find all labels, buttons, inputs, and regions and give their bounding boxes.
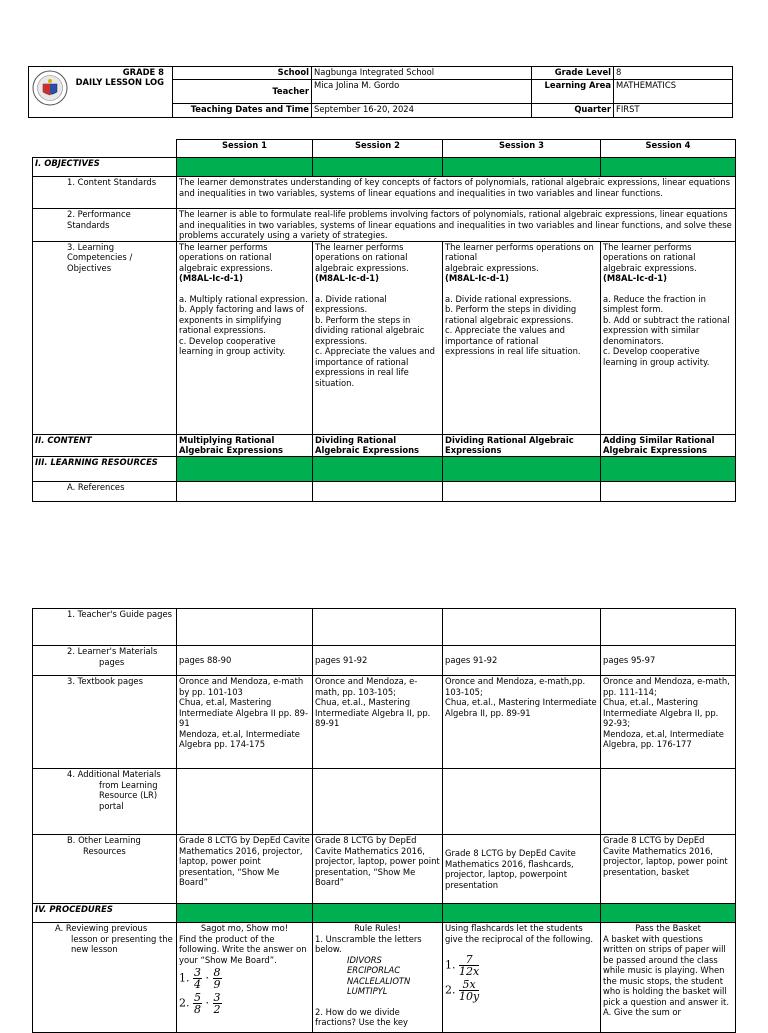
s1-lm: pages 88-90 [177,646,313,676]
references-label: A. References [33,481,177,501]
session-4-header: Session 4 [601,140,736,158]
s2-proc-q2: 2. How do we divide fractions? Use the key [315,1006,409,1027]
s2-scrambled-words: IDIVORS ERCIPORLAC NACLELALIOTN LUMTIPYL [347,954,411,996]
s2-proc-text: 1. Unscramble the letters below. [315,933,422,954]
teacher-label: Teacher [173,80,312,104]
s3-eq-1 [445,954,598,977]
s3-obj-intro: The learner performs operations on rational algebraic expressions. [445,241,594,273]
s3-obj-items: a. Divide rational expressions. b. Perform the steps in dividing rational algebraic expressions. c. Appreciate the values and importance of rational expressions in real life situation. [445,293,581,356]
s2-obj-items: a. Divide rational expressions. b. Perform the steps in dividing rational algebraic expressions. c. Appreciate the values and importance of rational expressions in real life situation. [315,293,435,388]
other-label: B. Other Learning Resources [33,835,177,904]
s4-proc-more: A. Give the sum or [603,1007,681,1017]
lr-label: 4. Additional Materials from Learning Resource (LR) portal [33,769,177,835]
s4-content: Adding Similar Rational Algebraic Expressions [601,434,736,456]
grade-label: GRADE 8 [122,67,164,77]
fraction: $\frac{5x}{10y}$ [459,978,480,1003]
dates-value: September 16-20, 2024 [312,104,532,118]
session-3-header: Session 3 [443,140,601,158]
s4-obj-code: (M8AL-Ic-d-1) [603,273,667,283]
content-standards-text: The learner demonstrates understanding of key concepts of factors of polynomials, rational algebraic expressions, linear equations and inequalities in two variables, systems of linear equations and inequalities in two variables and linear functions. [177,177,736,209]
session-1-header: Session 1 [177,140,313,158]
content-heading: II. CONTENT [33,434,177,456]
s1-tb: Oronce and Mendoza, e-math by pp. 101-103 Chua, et.al, Mastering Intermediate Algebra II pp. 89-91 Mendoza, et.al, Intermediate Algebra pp. 174-175 [177,676,313,769]
s1-obj-code: (M8AL-Ic-d-1) [179,273,243,283]
s1-proc-text: Find the product of the following. Write the answer on your “Show Me Board”. [179,933,307,965]
s2-proc-title: Rule Rules! [354,923,401,933]
s2-obj-intro: The learner performs operations on rational algebraic expressions. [315,241,409,273]
s4-obj-intro: The learner performs operations on rational algebraic expressions. [603,241,697,273]
quarter-value: FIRST [614,104,733,118]
s1-content: Multiplying Rational Algebraic Expressions [177,434,313,456]
s2-lm: pages 91-92 [313,646,443,676]
performance-standards-label: 2. Performance Standards [33,209,177,242]
s1-obj-items: a. Multiply rational expression. b. Apply factoring and laws of exponents in simplifying rational expressions. c. Develop cooperative learning in group activity. [179,293,308,356]
s1-other: Grade 8 LCTG by DepEd Cavite Mathematics 2016, projector, laptop, power point presentation, “Show Me Board” [177,835,313,904]
fraction: $\frac{3}{4}$ [194,966,201,991]
fraction: $\frac{8}{9}$ [213,966,221,991]
performance-standards-text: The learner is able to formulate real-life problems involving factors of polynomials, rational algebraic expressions, linear equations and inequalities in two variables, systems of linear equations and inequalities in two variables and linear functions, and solve these problems accurately using a variety of strategies. [177,209,736,242]
s3-content: Dividing Rational Algebraic Expressions [443,434,601,456]
s1-obj-intro: The learner performs operations on rational algebraic expressions. [179,241,273,273]
s3-lm: pages 91-92 [443,646,601,676]
school-label: School [173,67,312,80]
s4-proc-text: A basket with questions written on strips of paper will be passed around the class while music is playing. When the music stops, the student who is holding the basket will pick a question and answer it. [603,933,730,1007]
quarter-label: Quarter [532,104,614,118]
s2-content: Dividing Rational Algebraic Expressions [313,434,443,456]
s4-other: Grade 8 LCTG by DepEd Cavite Mathematics 2016, projector, laptop, power point presentation, basket [601,835,736,904]
tg-label: 1. Teacher's Guide pages [33,609,177,646]
eq-number: 2. [179,996,190,1010]
s2-obj-code: (M8AL-Ic-d-1) [315,273,379,283]
log-title: DAILY LESSON LOG [75,77,164,87]
resources-heading: III. LEARNING RESOURCES [33,456,177,481]
competencies-label: 3. Learning Competencies / Objectives [33,241,177,434]
session-2-header: Session 2 [313,140,443,158]
fraction: $\frac{3}{2}$ [213,991,221,1016]
teacher-value: Mica Jolina M. Gordo [312,80,532,104]
eq-number: 1. [445,958,456,972]
eq-number: 1. [179,971,190,985]
s1-proc-title: Sagot mo, Show mo! [200,923,289,933]
s3-obj-code: (M8AL-Ic-d-1) [445,273,509,283]
s4-proc-title: Pass the Basket [635,923,701,933]
fraction: $\frac{5}{8}$ [194,991,201,1016]
s2-other: Grade 8 LCTG by DepEd Cavite Mathematics 2016, projector, laptop, power point presentation, “Show Me Board” [313,835,443,904]
grade-level-label: Grade Level [532,67,614,80]
s1-eq-2: 2. $\frac{5}{8}$ · $\frac{3}{2}$ [179,991,221,1016]
procedures-heading: IV. PROCEDURES [33,904,177,923]
s1-eq-1: 1. $\frac{3}{4}$ · $\frac{8}{9}$ [179,966,221,991]
proc-a-label: A. Reviewing previous lesson or presenting the new lesson [33,923,177,1033]
s4-tb: Oronce and Mendoza, e-math, pp. 111-114; Chua, et.al., Mastering Intermediate Algebra II, pp. 92-93; Mendoza, et.al, Intermediate Algebra, pp. 176-177 [601,676,736,769]
s2-tb: Oronce and Mendoza, e-math, pp. 103-105; Chua, et.al., Mastering Intermediate Algebra II, pp. 89-91 [313,676,443,769]
s3-proc-text: Using flashcards let the students give the reciprocal of the following. [445,923,594,944]
s3-other: Grade 8 LCTG by DepEd Cavite Mathematics 2016, flashcards, projector, laptop, powerpoint presentation [443,835,601,904]
content-standards-label: 1. Content Standards [33,177,177,209]
learning-area-label: Learning Area [532,80,614,104]
header-table [28,66,733,118]
s3-tb: Oronce and Mendoza, e-math,pp. 103-105; Chua, et.al., Mastering Intermediate Algebra II, pp. 89-91 [443,676,601,769]
learning-area-value: MATHEMATICS [614,80,733,104]
s4-lm: pages 95-97 [601,646,736,676]
dates-label: Teaching Dates and Time [173,104,312,118]
grade-level-value: 8 [614,67,733,80]
s4-obj-items: a. Reduce the fraction in simplest form. b. Add or subtract the rational expression with similar denominators. c. Develop cooperative learning in group activity. [603,293,730,367]
school-value: Nagbunga Integrated School [312,67,532,80]
fraction: $\frac{7}{12x}$ [459,953,480,978]
tb-label: 3. Textbook pages [33,676,177,769]
lesson-table-bottom [32,608,736,1033]
lesson-table-top [32,139,736,502]
lm-label: 2. Learner's Materials pages [33,646,177,676]
eq-number: 2. [445,983,456,997]
s3-eq-2 [445,979,598,1002]
objectives-heading: I. OBJECTIVES [33,158,177,177]
